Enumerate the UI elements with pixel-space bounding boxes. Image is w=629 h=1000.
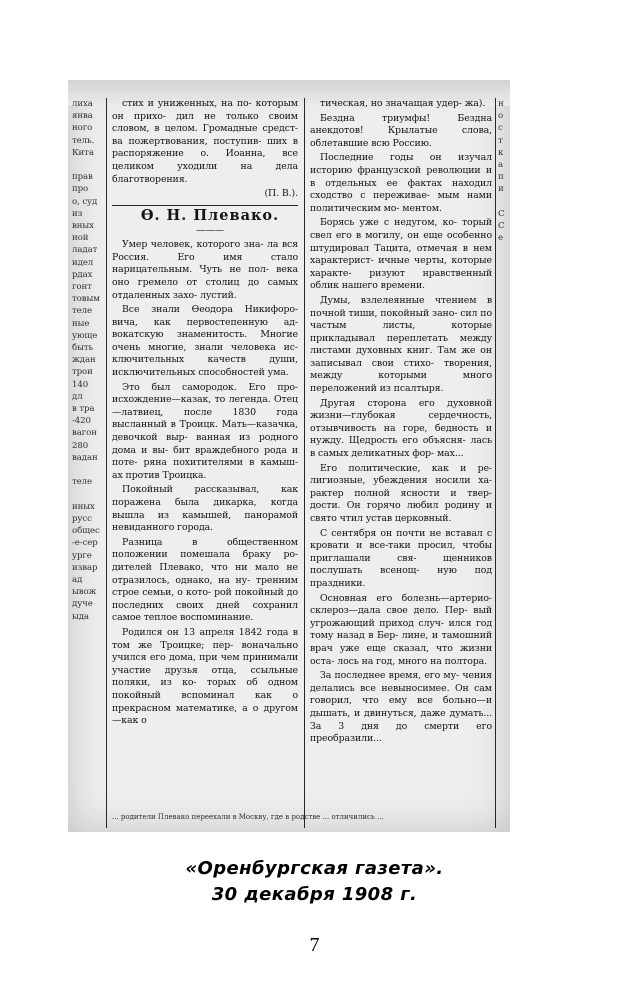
obituary-paragraph: Покойный рассказывал, как поражена была дикарка, когда вышла из камышей, панорамой невиданного города. <box>112 484 298 534</box>
fragment-line: С <box>498 208 505 219</box>
fragment-line: ыда <box>72 611 89 622</box>
newspaper-clipping <box>68 80 510 832</box>
fragment-line: к <box>498 147 504 158</box>
fragment-line <box>72 489 102 501</box>
fragment-line: теле <box>72 306 92 317</box>
fragment-line: лиха <box>72 99 93 109</box>
obituary-paragraph: Все знали Ѳеодора Никифоро- вича, как первостепенную ад- вокатскую знаменитость. Многие очень многие, знали человека ис- ключительных качеств души, исключительных способностей ума. <box>112 304 298 379</box>
page-number: 7 <box>309 934 320 956</box>
fragment-line <box>72 464 102 476</box>
obituary-paragraph: Умер человек, которого зна- ла вся Россия. Его имя стало нарицательным. Чуть не пол- века оно гремело от столиц до самых отдаленных захо- лустий. <box>112 239 298 301</box>
fragment-line: трои <box>72 367 93 378</box>
left-partial-column <box>72 98 102 623</box>
obituary-paragraph: С сентября он почти не вставал с кровати и все-таки просил, чтобы приглашали свя- щенников послушать всенощ- ную под праздники. <box>310 527 492 589</box>
obituary-paragraph: Родился он 13 апреля 1842 года в том же Троицке; пер- воначально учился его дома, при чем принимали участие друзья отца, ссыльные поляки, из ко- торых об одном покойный вспоминал как о прекрасном математике, а о другом—как о <box>112 626 298 727</box>
fragment-line: дуче <box>72 599 93 610</box>
fragment-line: урге <box>72 550 92 561</box>
obituary-paragraph: За последнее время, его му- чения делались все невыносимее. Он сам говорил, что ему все больно—и дышать, и двинуться, даже думать... За 3 дня до смерти его преобразили... <box>310 670 492 745</box>
obituary-column <box>112 98 298 730</box>
column-top-text: тическая, но значащая удер- жа). <box>320 98 486 109</box>
fragment-line: вадан <box>72 452 98 463</box>
obituary-paragraph: Борясь уже с недугом, ко- торый свел его в могилу, он еще особенно штудировал Тацита, отмечая в нем характерист- ичные черты, которые характе- ризуют нравственный облик нашего времени. <box>310 217 492 292</box>
fragment-line: Кита <box>72 147 94 158</box>
fragment-line: гонт <box>72 282 92 293</box>
fragment-line: е <box>498 233 503 244</box>
headline-dash: ——— <box>196 224 224 236</box>
caption-date: 30 декабря 1908 г. <box>211 884 418 905</box>
column-rule <box>304 98 305 828</box>
fragment-line: янва <box>72 111 93 122</box>
fragment-line: 140 <box>72 379 89 390</box>
fragment-line: п <box>498 172 504 183</box>
clipping-bottom-text: ... родители Плевако переехали в Москву, где в родстве ... отличились ... <box>112 813 384 821</box>
fragment-line: общес <box>72 526 100 537</box>
fragment-line: -е-сер <box>72 538 98 549</box>
fragment-line: извар <box>72 562 98 573</box>
fragment-line: идел <box>72 257 94 268</box>
fragment-line: из <box>72 208 83 219</box>
obituary-paragraph: Разница в общественном положении помешала браку ро- дителей Плевако, что ни мало не отразилось, однако, на ну- тренним строе семьи, о кото- рой покойный до последних своих дней сохранил самое теплое воспоминание. <box>112 536 298 624</box>
fragment-line: ывож <box>72 587 97 598</box>
fragment-line: ные <box>72 318 90 329</box>
fragment-line: вагон <box>72 428 97 439</box>
fragment-line: товым <box>72 294 100 305</box>
column-rule <box>106 98 107 828</box>
fragment-line: о, суд <box>72 196 98 207</box>
fragment-line: про <box>72 184 89 195</box>
fragment-line: прав <box>72 172 93 183</box>
article-divider <box>112 205 298 206</box>
fragment-line: а <box>498 160 504 171</box>
fragment-line: ад <box>72 574 83 585</box>
fragment-line <box>498 196 510 208</box>
fragment-line: т <box>498 135 503 146</box>
fragment-line <box>72 159 102 171</box>
fragment-line: н <box>498 99 504 109</box>
fragment-line: рдах <box>72 269 93 280</box>
fragment-line: тель. <box>72 135 95 146</box>
obituary-paragraph: Бездна триумфы! Бездна анекдотов! Крылатые слова, облетавшие всю Россию. <box>310 112 492 149</box>
obituary-continued-column <box>310 98 492 748</box>
fragment-line: вных <box>72 221 94 232</box>
caption-newspaper-name: «Оренбургская газета». <box>185 858 444 879</box>
fragment-line: 280 <box>72 440 89 451</box>
fragment-line: ующе <box>72 330 98 341</box>
obituary-paragraph: Думы, взлелеянные чтением в почной тиши, покойный зано- сил по частым листы, которые прикладывал переплетать между листами духовных книг. Там же он записывал свои стихо- творения, между которыми много переложений из псалтыря. <box>310 294 492 395</box>
fragment-line: ждан <box>72 355 96 366</box>
fragment-line: в тра <box>72 404 95 415</box>
obituary-paragraph: Его политические, как и ре- лигиозные, убеждения носили ха- рактер полной ясности и твер- дости. Он горячо любил родину и свято чтил устав церковный. <box>310 462 492 524</box>
fragment-line: быть <box>72 343 94 354</box>
fragment-line: С <box>498 221 505 232</box>
article-headline: Ѳ. Н. Плевако. <box>140 206 280 224</box>
obituary-paragraph: Основная его болезнь—артерио- склероз—дала свое дело. Пер- вый угрожающий приход случ- ился год тому назад в Бер- лине, и тамошний врач уже еще сказал, что жизни оста- лось на год, много на полтора. <box>310 592 492 667</box>
column-rule <box>495 98 496 828</box>
right-partial-column <box>498 98 510 244</box>
fragment-line: дл <box>72 391 83 402</box>
obituary-paragraph: Это был самородок. Его про- исхождение—казак, то легенда. Отец—латвиец, после 1830 года высланный в Троицк. Мать—казачка, девочкой выр- ванная из родного дома и вы- бит враждебного рода и поте- ряна похитителями в камыш- ах против Троицка. <box>112 381 298 481</box>
fragment-line: и <box>498 184 504 195</box>
previous-article-signature: (П. В.). <box>264 188 298 200</box>
obituary-paragraph: Другая сторона его духовной жизни—глубокая сердечность, отзывчивость на горе, бедность и нужду. Щедрость его объясня- лась в самых деликатных фор- мах... <box>310 397 492 460</box>
fragment-line: ладат <box>72 245 98 256</box>
obituary-paragraph: Последние годы он изучал историю французской революции и в отдельных ее фактах находил сходство с переживае- мым нами политическим мо- ментом. <box>310 152 492 214</box>
previous-article-text: стих и униженных, на по- которым он прихо- дил не только своим словом, в целом. Громадные средст- ва пожертвования, поступив- ших в распоряжение о. Иоанна, все целиком уходили на дела благотворения. <box>112 98 298 185</box>
fragment-line: ной <box>72 233 89 244</box>
fragment-line: иных <box>72 501 95 512</box>
fragment-line: теле <box>72 477 92 488</box>
fragment-line: с <box>498 123 503 134</box>
fragment-line: русс <box>72 513 92 524</box>
fragment-line: о <box>498 111 504 122</box>
fragment-line: -420 <box>72 416 91 427</box>
fragment-line: ного <box>72 123 93 134</box>
